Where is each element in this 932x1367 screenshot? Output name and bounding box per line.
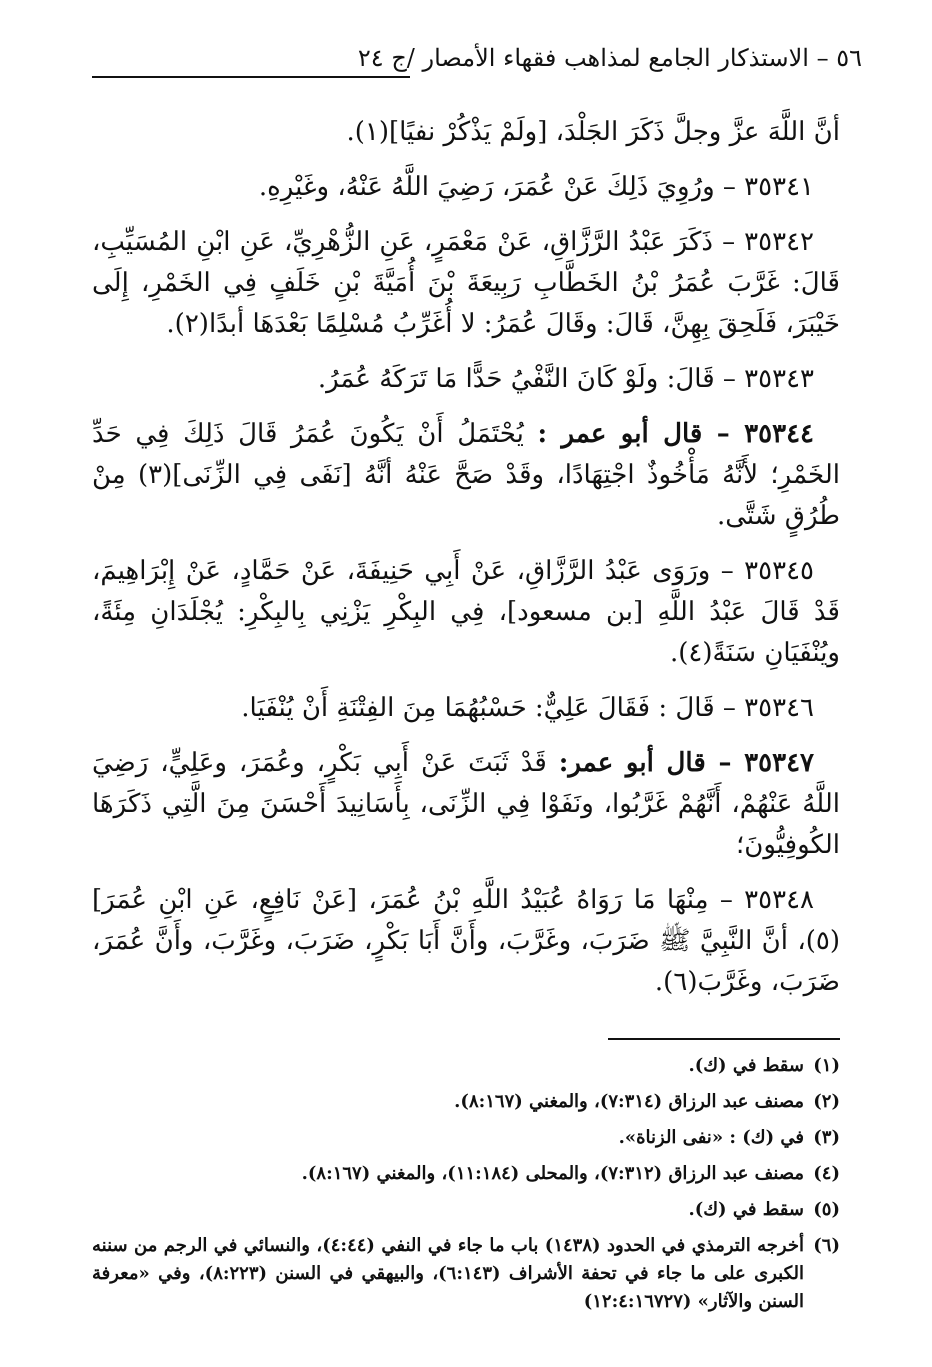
paragraph-text: ٣٥٣٤١ – ورُوِيَ ذَلِكَ عَنْ عُمَرَ، رَضِيَ اللَّهُ عَنْهُ، وغَيْرِهِ. [258,172,814,202]
paragraph-2 [92,167,840,208]
paragraph-text: أنَّ اللَّهَ عزَّ وجلَّ ذَكَرَ الجَلْدَ، [ولَمْ يَذْكُرْ نفيًا](١). [346,117,840,147]
paragraph-5 [92,414,840,537]
paragraph-text: ٣٥٣٤٣ – قَالَ: ولَوْ كَانَ النَّفْيُ حَدًّا مَا تَرَكَهُ عُمَرُ. [317,364,814,394]
paragraph-1 [92,112,840,153]
header-rule [92,76,410,78]
paragraph-text: ٣٥٣٤٨ – مِنْهَا مَا رَوَاهُ عُبَيْدُ اللَّهِ بْنُ عُمَرَ، [عَنْ نَافِعٍ، عَنِ ابْنِ عُمَرَ](٥)، أنَّ النَّبِيَّ ﷺ ضَرَبَ، وغَرَّبَ، وأَنَّ أَبَا بَكْرٍ، ضَرَبَ، وغَرَّبَ، وأَنَّ عُمَرَ، ضَرَبَ، وغَرَّبَ(٦). [92,885,840,997]
paragraph-text: قَدْ ثَبَتَ عَنْ أَبِي بَكْرٍ، وعُمَرَ، وعَلِيٍّ، رَضِيَ اللَّهُ عَنْهُمْ، أَنَّهُمْ غَرَّبُوا، ونَفَوْا فِي الزِّنَى، بِأَسَانِيدَ أَحْسَنَ مِنَ الَّتِي ذَكَرَهَا الكُوفِيُّونَ؛ [92,748,840,860]
paragraph-9 [92,880,840,1003]
paragraph-lead: ٣٥٣٤٤ – قال أبو عمر : [537,419,814,449]
main-text [92,112,840,1017]
footnotes [92,1052,840,1324]
footnote-1 [92,1052,840,1080]
paragraph-4 [92,359,840,400]
paragraph-7 [92,688,840,729]
footnote-number: (٥) [813,1199,840,1220]
paragraph-6 [92,551,840,674]
paragraph-3 [92,222,840,345]
footnote-number: (٤) [813,1163,840,1184]
paragraph-text: ٣٥٣٤٢ – ذَكَرَ عَبْدُ الرَّزَّاقِ، عَنْ مَعْمَرٍ، عَنِ الزُّهْرِيِّ، عَنِ ابْنِ المُسَيِّبِ، قَالَ: غَرَّبَ عُمَرُ بْنُ الخَطَّابِ رَبِيعَةَ بْنَ أُمَيَّةَ بْنِ خَلَفٍ فِي الخَمْرِ، إِلَى خَيْبَرَ، فَلَحِقَ بِهِنَّ، قَالَ: وقَالَ عُمَرُ: لا أُغَرِّبُ مُسْلِمًا بَعْدَهَا أبدًا(٢). [92,227,840,339]
paragraph-text: ٣٥٣٤٥ – ورَوَى عَبْدُ الرَّزَّاقِ، عَنْ أَبِي حَنِيفَةَ، عَنْ حَمَّادٍ، عَنْ إِبْرَاهِيمَ، قَدْ قَالَ عَبْدُ اللَّهِ [بن مسعود]، فِي البِكْرِ يَزْنِي بِالبِكْرِ: يُجْلَدَانِ مِئَةً، ويُنْفَيَانِ سَنَةً(٤). [92,556,840,668]
running-header: ٥٦ – الاستذكار الجامع لمذاهب فقهاء الأمصار /ج ٢٤ [357,44,862,72]
footnote-number: (٢) [813,1091,840,1112]
paragraph-text: ٣٥٣٤٦ – قَالَ : فَقَالَ عَلِيٌّ: حَسْبُهُمَا مِنَ الفِتْنَةِ أَنْ يُنْفَيَا. [241,693,814,723]
footnote-text: أخرجه الترمذي في الحدود (١٤٣٨) باب ما جاء في النفي (٤:٤٤)، والنسائي في الرجم من سننه الكبرى على ما جاء في تحفة الأشراف (٦:١٤٣)، والبيهقي في السنن (٨:٢٢٣)، وفي «معرفة السنن والآثار» (١٢:٤:١٦٧٢٧) [92,1235,804,1312]
footnote-text: سقط في (ك). [688,1199,804,1220]
footnote-number: (٦) [813,1235,840,1256]
footnote-3 [92,1124,840,1152]
footnote-text: مصنف عبد الرزاق (٧:٣١٤)، والمغني (٨:١٦٧). [454,1091,804,1112]
footnote-5 [92,1196,840,1224]
footnote-4 [92,1160,840,1188]
footnote-number: (٣) [813,1127,840,1148]
paragraph-8 [92,743,840,866]
paragraph-lead: ٣٥٣٤٧ – قال أبو عمر: [558,748,814,778]
footnote-2 [92,1088,840,1116]
footnote-rule [608,1038,840,1040]
footnote-number: (١) [813,1055,840,1076]
footnote-text: في (ك) : «نفى الزناة». [618,1127,804,1148]
footnote-text: سقط في (ك). [688,1055,804,1076]
footnote-text: مصنف عبد الرزاق (٧:٣١٢)، والمحلى (١١:١٨٤)، والمغني (٨:١٦٧). [301,1163,804,1184]
footnote-6 [92,1232,840,1316]
paragraph-text: يُحْتَمَلُ أَنْ يَكُونَ عُمَرُ قَالَ ذَلِكَ فِي حَدِّ الخَمْرِ؛ لأَنَّهُ مَأْخُوذٌ اجْتِهَادًا، وقَدْ صَحَّ عَنْهُ أنَّهُ [نَفَى فِي الزِّنَى](٣) مِنْ طُرُقٍ شَتَّى. [92,419,840,531]
